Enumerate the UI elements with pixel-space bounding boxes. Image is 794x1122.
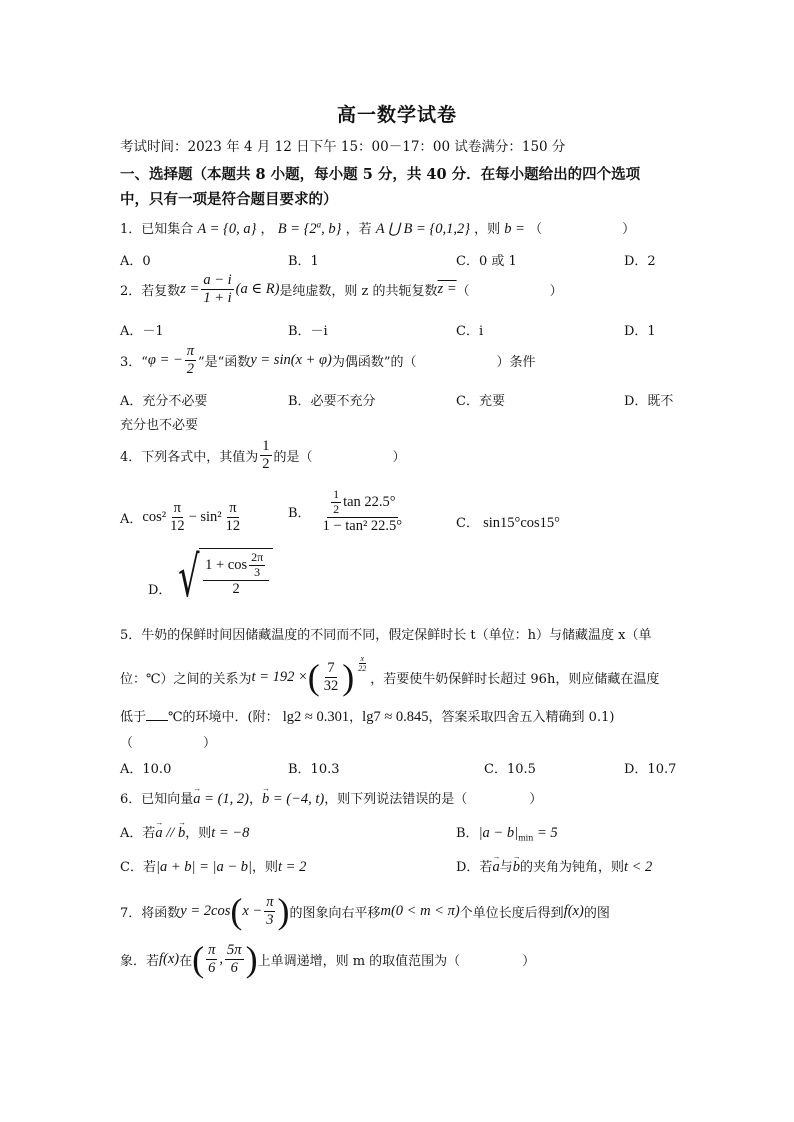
q4-opt-a-label: A．	[120, 511, 143, 527]
q5-sep: ，	[349, 710, 363, 725]
q4-opt-a-frac1-num: π	[173, 500, 181, 516]
q6-opt-d-tail: 的夹角为钝角，则	[519, 860, 624, 875]
q4-opt-d-inner-den: 3	[254, 564, 261, 579]
q5-paren-close: ）	[203, 736, 217, 751]
q6-option-b	[456, 822, 558, 843]
q6-opt-c-label: C．若	[120, 860, 156, 875]
q5-option-b: B．10.3	[288, 762, 340, 777]
q4-opt-d-num-pre: 1 + cos	[205, 556, 248, 573]
q6-tail: ，则下列说法错误的是（	[324, 792, 468, 807]
q1-comma: ，	[260, 222, 274, 237]
q6-opt-b-label: B．	[456, 826, 479, 841]
q3-tail: 为偶函数”的（	[331, 354, 417, 370]
q5-option-a: A．10.0	[120, 762, 172, 777]
q6-paren-close: ）	[529, 792, 543, 807]
q3-option-b: B．必要不充分	[288, 394, 376, 409]
question-6	[120, 788, 542, 808]
section-heading-line2: 中，只有一项是符合题目要求的）	[120, 191, 338, 208]
q6-opt-b-sub: min	[518, 833, 534, 843]
q4-frac-den: 2	[262, 455, 270, 472]
q1-option-a: A．0	[120, 254, 151, 269]
q3-paren-close: ）条件	[496, 354, 536, 370]
q2-z-eq: z =	[180, 280, 200, 297]
q7-int-frac2	[225, 942, 244, 976]
q1-b-eq: b =	[504, 221, 525, 237]
q4-opt-a-frac1	[168, 500, 187, 534]
q4-paren-close: ）	[392, 449, 406, 465]
q5-paren	[120, 732, 216, 751]
q2-option-c: C．i	[456, 324, 484, 339]
q4-tail: 的是（	[273, 449, 313, 465]
q7-line2-in: 在	[179, 953, 193, 969]
q6-opt-d-label: D．若	[456, 860, 493, 875]
q4-opt-a-cos: cos²	[142, 508, 167, 525]
q5-fill-blank	[146, 720, 168, 721]
page-title: 高一数学试卷	[336, 104, 457, 126]
q3-frac-den: 2	[186, 360, 195, 377]
q1-option-c: C．0 或 1	[456, 254, 517, 269]
q7-func-pre: y = 2cos	[180, 902, 231, 919]
q4-option-a	[120, 500, 244, 534]
q7-tail: 个单位长度后得到	[459, 905, 564, 921]
q4-opt-c-label: C．	[456, 516, 479, 531]
q2-conj: z =	[437, 280, 457, 297]
q1-set-b-suffix: , b}	[321, 221, 342, 237]
q6-option-c	[120, 856, 306, 876]
q7-int-num1: π	[208, 941, 216, 958]
q6-opt-a-tail: ，则	[185, 826, 212, 841]
q7-tail2: 的图	[583, 905, 610, 921]
q4-opt-a-frac2	[224, 500, 243, 534]
q3-option-c: C．充要	[456, 394, 505, 409]
q4-opt-b-half-den: 2	[333, 501, 340, 516]
left-paren-icon: (	[192, 939, 205, 979]
q1-set-b-prefix: B = {2	[277, 221, 317, 237]
q4-opt-b-frac	[321, 488, 405, 534]
q6-opt-c-tail: ，则	[252, 860, 279, 875]
q5-exponent	[356, 654, 368, 673]
right-paren-icon: )	[245, 939, 258, 979]
q7-int-num2: 5π	[227, 941, 242, 958]
q4-opt-b-tan: tan 22.5°	[343, 493, 396, 510]
q3-mid: ”是“函数	[198, 354, 251, 370]
q6-opt-b-res: = 5	[533, 825, 558, 841]
q3-intro: 3．“	[120, 354, 148, 370]
q5-exp-den: 22	[358, 664, 367, 674]
q6-vec-a: → a	[193, 791, 200, 808]
q6-intro: 6．已知向量	[120, 792, 194, 807]
q4-opt-d-num	[203, 551, 269, 581]
q5-lg2: lg2 ≈ 0.301	[282, 709, 350, 725]
q2-option-d: D．1	[624, 324, 656, 339]
q3-phi-eq: φ = −	[147, 351, 183, 368]
q7-int-den1: 6	[208, 959, 216, 976]
left-paren-icon: (	[230, 891, 243, 931]
left-paren-icon: (	[307, 657, 320, 697]
q4-opt-a-frac1-den: 12	[170, 517, 185, 534]
q6-opt-a-vec-a: → a	[155, 825, 162, 842]
q6-opt-a-res: t = −8	[211, 825, 250, 841]
q5-line2	[120, 656, 659, 698]
q3-fraction	[185, 343, 196, 377]
q4-opt-d-inner-frac	[249, 551, 265, 580]
q5-line2-post: ，若要使牛奶保鲜时长超过 96h，则应储藏在温度	[370, 671, 660, 687]
section-heading-line1: 一、选择题（本题共 8 小题，每小题 5 分，共 40 分．在每小题给出的四个选项	[120, 166, 641, 183]
exam-info: 考试时间：2023 年 4 月 12 日下午 15：00－17：00 试卷满分：150 分	[120, 139, 566, 155]
q1-option-d: D．2	[624, 254, 656, 269]
q6-opt-a-parallel: //	[162, 825, 178, 841]
q4-opt-d-inner-num: 2π	[251, 550, 264, 564]
q4-option-b	[288, 488, 406, 534]
q7-fx: f(x)	[563, 902, 584, 919]
q3-option-d: D．既不	[624, 394, 674, 409]
q4-opt-d-den: 2	[232, 580, 240, 597]
question-4	[120, 438, 406, 472]
q4-opt-a-frac2-num: π	[229, 500, 237, 516]
q5-line3-pre: 低于	[120, 710, 147, 725]
q6-opt-d-vec-a: → a	[492, 859, 499, 876]
q2-frac-num: a − i	[203, 272, 232, 288]
q4-frac-num: 1	[262, 438, 270, 454]
q1-union: A ⋃ B = {0,1,2}	[375, 221, 470, 237]
q7-frac-den: 3	[266, 911, 274, 928]
q2-intro: 2．若复数	[120, 283, 181, 299]
q7-int-den2: 6	[230, 959, 238, 976]
q3-option-d-cont: 充分也不必要	[120, 418, 199, 433]
q6-a-val: = (1, 2)	[200, 791, 249, 807]
q4-opt-b-half	[331, 488, 341, 517]
q4-option-c	[456, 512, 560, 532]
q6-comma: ，	[248, 792, 262, 807]
q6-opt-c-res: t = 2	[278, 859, 307, 875]
q6-b-val: = (−4, t)	[269, 791, 325, 807]
q4-opt-b-label: B．	[288, 505, 311, 521]
q5-formula: t = 192 ×	[251, 668, 308, 685]
q5-line2-pre: 位：℃）之间的关系为	[120, 671, 252, 687]
q4-opt-b-top	[327, 488, 398, 518]
q6-opt-a-label: A．若	[120, 826, 156, 841]
right-paren-icon: )	[277, 891, 290, 931]
q3-func: y = sin(x + φ)	[250, 351, 332, 368]
q7-line2-post: 上单调递增，则 m 的取值范围为（	[257, 953, 461, 969]
q5-line1: 5．牛奶的保鲜时间因储藏温度的不同而不同，假定保鲜时长 t（单位：h）与储藏温度 x（单	[120, 628, 652, 643]
q5-option-c: C．10.5	[484, 762, 536, 777]
q7-mid: 的图象向右平移	[289, 905, 381, 921]
q7-intro: 7．将函数	[120, 905, 181, 921]
q4-opt-b-bottom: 1 − tan² 22.5°	[322, 517, 403, 534]
q2-cond: (a ∈ R)	[235, 280, 280, 297]
q1-set-a: A = {0, a}	[197, 221, 257, 237]
q2-option-b: B．－i	[288, 324, 328, 339]
q6-opt-d-mid: 与	[499, 860, 513, 875]
q2-option-a: A．－1	[120, 324, 164, 339]
q3-option-a: A．充分不必要	[120, 394, 208, 409]
q7-line2-pre: 象．若	[120, 953, 160, 969]
q4-opt-a-sin: − sin²	[188, 508, 222, 525]
q4-opt-c-expr: sin15°cos15°	[483, 515, 560, 531]
question-2	[120, 272, 563, 306]
q4-fraction	[260, 438, 271, 472]
q4-opt-a-frac2-den: 12	[225, 517, 241, 534]
sqrt-symbol-icon: √	[178, 545, 200, 610]
q2-paren-close: ）	[549, 283, 563, 299]
q4-opt-d-radicand	[199, 548, 273, 608]
q7-line2: 象．若 f(x) 在 ( $\frac{\pi}{6}$ , $\frac{5\pi}{6}$ ) 上单调递增，则 m 的取值范围为（ ）	[120, 939, 536, 979]
q6-option-a	[120, 822, 249, 842]
q4-option-d	[148, 545, 273, 610]
q1-option-b: B．1	[288, 254, 319, 269]
q6-opt-b-expr: |a − b|	[478, 825, 519, 841]
q4-opt-b-half-num: 1	[333, 487, 340, 501]
q1-tail: ，则	[474, 222, 501, 237]
q3-frac-num: π	[186, 343, 195, 359]
q2-tail: 是纯虚数，则 z 的共轭复数	[279, 283, 438, 299]
q4-opt-d-label: D．	[148, 583, 172, 598]
q1-paren: （	[529, 222, 543, 237]
q5-line3-tail: ，答案采取四舍五入精确到 0.1)	[428, 710, 615, 725]
q6-vec-b: → b	[262, 791, 269, 808]
q6-opt-d-vec-b: → b	[513, 859, 520, 876]
q5-exp-num: x	[360, 654, 365, 663]
q6-opt-d-res: t < 2	[623, 859, 653, 875]
q7-int-frac1	[206, 942, 217, 976]
q4-opt-d-sqrt	[171, 545, 273, 610]
q5-option-d: D．10.7	[624, 762, 677, 777]
q6-opt-a-vec-b: → b	[178, 825, 185, 842]
q1-intro: 1．已知集合	[120, 222, 194, 237]
q7-func-inner: x −	[242, 902, 263, 919]
q5-paren-open: （	[120, 736, 134, 751]
q7-paren-close: ）	[522, 953, 536, 969]
q5-line3-post: ℃的环境中．(附：	[168, 710, 279, 725]
q2-frac-den: 1 + i	[203, 289, 232, 306]
q7-frac-num: π	[266, 893, 274, 910]
q4-intro: 4．下列各式中，其值为	[120, 449, 259, 465]
q2-fraction	[201, 272, 233, 306]
q1-set-b-sup: a	[316, 219, 322, 230]
q5-base-frac	[322, 660, 341, 694]
q7-frac	[264, 894, 275, 928]
right-paren-icon: )	[342, 657, 355, 697]
q5-line3	[120, 706, 614, 726]
q4-opt-d-frac	[203, 551, 269, 597]
q1-paren-close: ）	[622, 222, 636, 237]
question-7	[120, 890, 610, 932]
q7-m-cond: m(0 < m < π)	[380, 902, 460, 919]
q1-mid: ，若	[345, 222, 372, 237]
question-3	[120, 343, 536, 377]
q5-base-den: 32	[323, 677, 339, 694]
q5-base-num: 7	[327, 659, 335, 676]
q2-paren: （	[456, 283, 470, 299]
q6-option-d	[456, 856, 652, 876]
q6-opt-c-expr: |a + b| = |a − b|	[155, 859, 253, 875]
q5-lg7: lg7 ≈ 0.845	[362, 709, 429, 725]
q7-line2-fx: f(x)	[159, 950, 180, 967]
question-1	[120, 218, 635, 238]
